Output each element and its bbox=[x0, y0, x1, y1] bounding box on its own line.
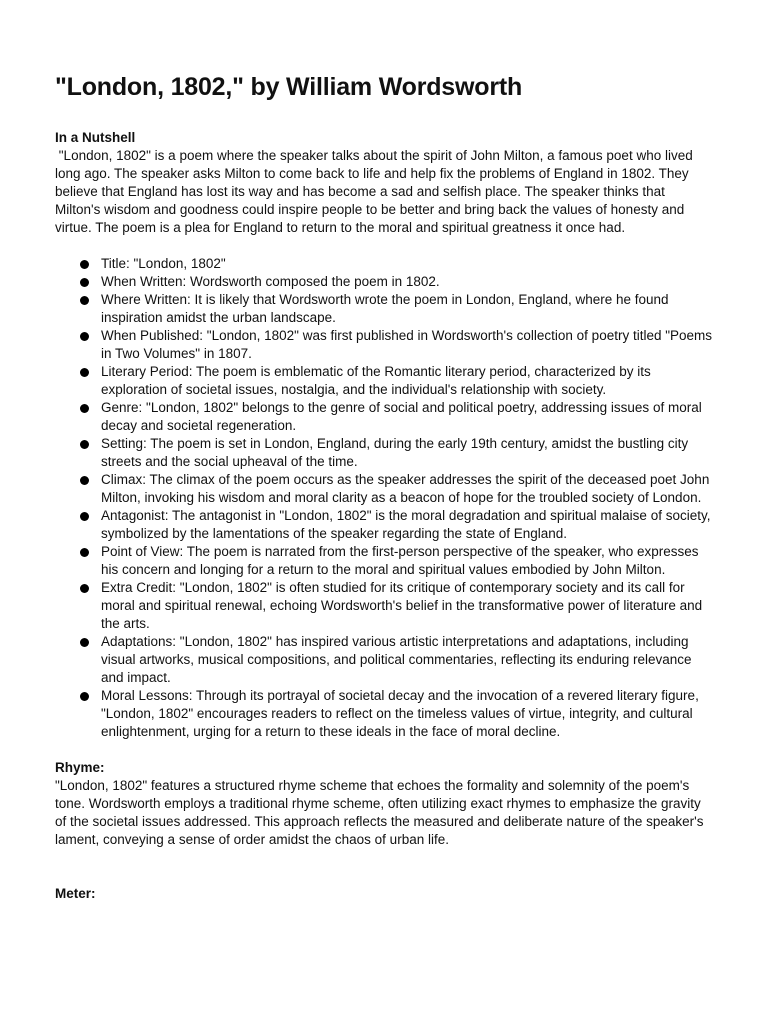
fact-text: Genre: "London, 1802" belongs to the genre of social and political poetry, addressing issues of moral decay and societal regeneration. bbox=[101, 400, 702, 433]
document-title: "London, 1802," by William Wordsworth bbox=[55, 73, 523, 101]
bullet-dot-icon bbox=[80, 278, 89, 287]
fact-text: Extra Credit: "London, 1802" is often studied for its critique of contemporary society and its call for moral and spiritual renewal, echoing Wordsworth's belief in the transformative power of literature and the arts. bbox=[101, 580, 703, 631]
fact-text: Adaptations: "London, 1802" has inspired various artistic interpretations and adaptations, including visual artworks, musical compositions, and political commentaries, reflecting its enduring relevance and impact. bbox=[101, 634, 692, 685]
fact-item-antagonist bbox=[55, 507, 713, 543]
fact-text: Antagonist: The antagonist in "London, 1802" is the moral degradation and spiritual malaise of society, symbolized by the lamentations of the speaker regarding the state of England. bbox=[101, 508, 711, 541]
rhyme-paragraph: "London, 1802" features a structured rhyme scheme that echoes the formality and solemnity of the poem's tone. Wordsworth employs a traditional rhyme scheme, often utilizing exact rhymes to emphasize the gravity of the societal issues addressed. This approach reflects the measured and deliberate nature of the speaker's lament, conveying a sense of order amidst the chaos of urban life. bbox=[55, 778, 704, 847]
fact-item-climax bbox=[55, 471, 713, 507]
fact-text: Title: "London, 1802" bbox=[101, 256, 226, 271]
bullet-dot-icon bbox=[80, 404, 89, 413]
fact-text: When Written: Wordsworth composed the poem in 1802. bbox=[101, 274, 440, 289]
document-page bbox=[55, 70, 713, 903]
fact-text: Moral Lessons: Through its portrayal of societal decay and the invocation of a revered literary figure, "London, 1802" encourages readers to reflect on the timeless values of virtue, integrity, and cultural enlightenment, urging for a return to these ideals in the face of moral decline. bbox=[101, 688, 699, 739]
fact-item-title bbox=[55, 255, 713, 273]
fact-item-literary-period bbox=[55, 363, 713, 399]
fact-text: Where Written: It is likely that Wordsworth wrote the poem in London, England, where he found inspiration amidst the urban landscape. bbox=[101, 292, 669, 325]
bullet-dot-icon bbox=[80, 638, 89, 647]
fact-item-extra-credit bbox=[55, 579, 713, 633]
facts-list bbox=[55, 255, 713, 741]
bullet-dot-icon bbox=[80, 296, 89, 305]
nutshell-paragraph: "London, 1802" is a poem where the speaker talks about the spirit of John Milton, a famous poet who lived long ago. The speaker asks Milton to come back to life and help fix the problems of England in 1802. They believe that England has lost its way and has become a sad and selfish place. The speaker thinks that Milton's wisdom and goodness could inspire people to be better and bring back the values of honesty and virtue. The poem is a plea for England to return to the moral and spiritual greatness it once had. bbox=[55, 148, 697, 235]
fact-text: Point of View: The poem is narrated from the first-person perspective of the speaker, who expresses his concern and longing for a return to the moral and spiritual values embodied by John Milton. bbox=[101, 544, 699, 577]
fact-item-when-published bbox=[55, 327, 713, 363]
fact-item-where-written bbox=[55, 291, 713, 327]
bullet-dot-icon bbox=[80, 260, 89, 269]
bullet-dot-icon bbox=[80, 692, 89, 701]
fact-item-point-of-view bbox=[55, 543, 713, 579]
fact-text: Climax: The climax of the poem occurs as the speaker addresses the spirit of the deceased poet John Milton, invoking his wisdom and moral clarity as a beacon of hope for the troubled society of London. bbox=[101, 472, 710, 505]
fact-text: Setting: The poem is set in London, England, during the early 19th century, amidst the bustling city streets and the social upheaval of the time. bbox=[101, 436, 689, 469]
fact-item-adaptations bbox=[55, 633, 713, 687]
fact-text: When Published: "London, 1802" was first published in Wordsworth's collection of poetry titled "Poems in Two Volumes" in 1807. bbox=[101, 328, 713, 361]
nutshell-heading: In a Nutshell bbox=[55, 130, 136, 145]
bullet-dot-icon bbox=[80, 512, 89, 521]
bullet-dot-icon bbox=[80, 440, 89, 449]
fact-item-when-written bbox=[55, 273, 713, 291]
bullet-dot-icon bbox=[80, 476, 89, 485]
fact-text: Literary Period: The poem is emblematic of the Romantic literary period, characterized by its exploration of societal issues, nostalgia, and the individual's relationship with society. bbox=[101, 364, 651, 397]
meter-heading: Meter: bbox=[55, 886, 96, 901]
bullet-dot-icon bbox=[80, 584, 89, 593]
fact-item-setting bbox=[55, 435, 713, 471]
bullet-dot-icon bbox=[80, 548, 89, 557]
fact-item-moral-lessons bbox=[55, 687, 713, 741]
bullet-dot-icon bbox=[80, 368, 89, 377]
fact-item-genre bbox=[55, 399, 713, 435]
bullet-dot-icon bbox=[80, 332, 89, 341]
rhyme-heading: Rhyme: bbox=[55, 760, 105, 775]
